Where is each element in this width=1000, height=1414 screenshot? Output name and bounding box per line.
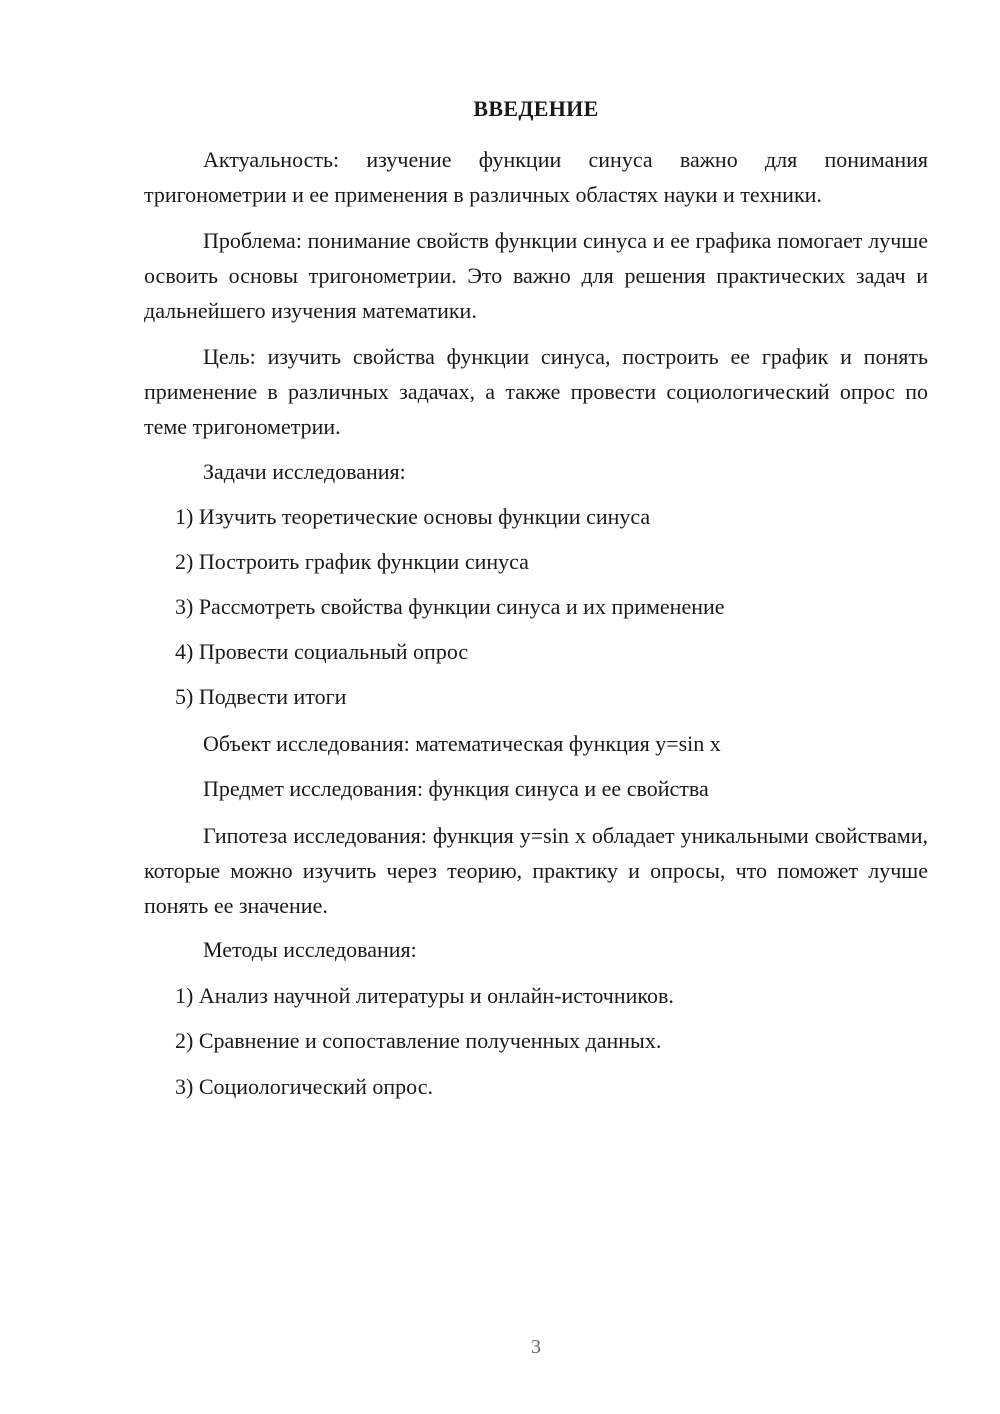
section-title: ВВЕДЕНИЕ: [473, 96, 599, 121]
goal-paragraph: Цель: изучить свойства функции синуса, построить ее график и понять применение в различных задачах, а также провести социологический опрос по теме тригонометрии.: [144, 344, 928, 439]
research-object: Объект исследования: математическая функция y=sin x: [203, 731, 721, 756]
task-item: 4) Провести социальный опрос: [175, 639, 469, 664]
research-subject: Предмет исследования: функция синуса и ее свойства: [203, 776, 709, 801]
task-item: 1) Изучить теоретические основы функции синуса: [175, 504, 651, 529]
hypothesis-paragraph: Гипотеза исследования: функция y=sin x обладает уникальными свойствами, которые можно изучить через теорию, практику и опросы, что поможет лучше понять ее значение.: [144, 823, 928, 918]
page-number: 3: [531, 1336, 541, 1358]
method-item: 1) Анализ научной литературы и онлайн-источников.: [175, 983, 674, 1008]
method-item: 3) Социологический опрос.: [175, 1074, 433, 1099]
task-item: 5) Подвести итоги: [175, 684, 347, 709]
relevance-paragraph: Актуальность: изучение функции синуса важно для понимания тригонометрии и ее применения в различных областях науки и техники.: [144, 147, 928, 207]
task-item: 2) Построить график функции синуса: [175, 549, 529, 574]
tasks-heading: Задачи исследования:: [203, 459, 406, 484]
task-item: 3) Рассмотреть свойства функции синуса и их применение: [175, 594, 725, 619]
methods-heading: Методы исследования:: [203, 937, 417, 962]
problem-paragraph: Проблема: понимание свойств функции синуса и ее графика помогает лучше освоить основы тригонометрии. Это важно для решения практических задач и дальнейшего изучения математики.: [144, 228, 928, 323]
method-item: 2) Сравнение и сопоставление полученных данных.: [175, 1028, 662, 1053]
